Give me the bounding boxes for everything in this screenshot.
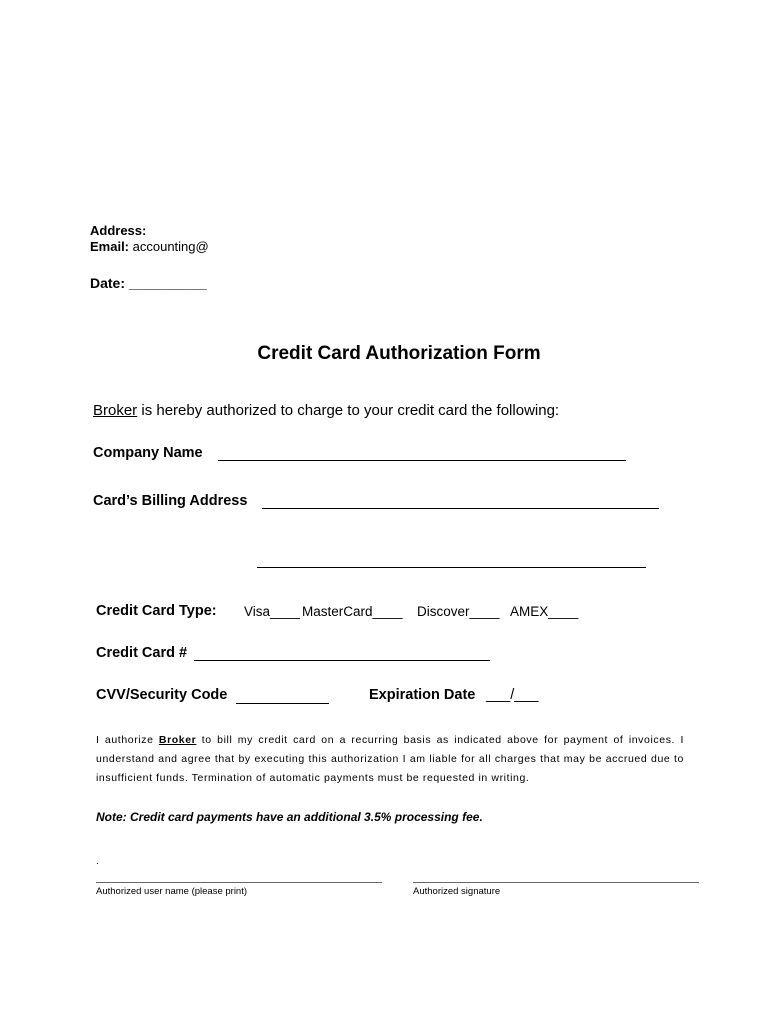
email-line [90,239,209,254]
card-type-label: Credit Card Type: [96,603,217,619]
form-title: Credit Card Authorization Form [257,343,541,364]
signature-line[interactable] [413,882,699,883]
expiration-field[interactable]: ___/___ [486,687,539,703]
user-name-line[interactable] [96,882,382,883]
authorization-paragraph [96,731,684,788]
date-line [90,275,207,291]
email-value[interactable]: accounting@ [132,239,209,254]
signature-caption: Authorized signature [413,886,501,897]
billing-address-field-2[interactable] [257,567,646,568]
card-type-visa[interactable]: Visa____ [244,604,301,619]
intro-broker-name: Broker [93,402,138,419]
company-name-label: Company Name [93,445,203,461]
card-type-amex[interactable]: AMEX____ [510,604,579,619]
authorization-prefix: I authorize [96,734,159,746]
date-label: Date: [90,275,126,291]
cvv-field[interactable] [236,703,329,704]
cvv-label: CVV/Security Code [96,687,228,703]
company-name-field[interactable] [218,460,626,461]
processing-fee-note: Note: Credit card payments have an additional 3.5% processing fee. [96,810,483,824]
signature-dot: . [96,856,99,867]
card-type-mastercard[interactable]: MasterCard____ [302,604,403,619]
card-type-discover[interactable]: Discover____ [417,604,500,619]
intro-text [93,402,559,419]
authorization-rest: to bill my credit card on a recurring basis as indicated above for payment of invoices. I understand and agree that by executing this authorization I am liable for all charges that may be accrued due to insufficient funds. Termination of automatic payments must be requested in writing. [96,734,684,784]
expiration-label: Expiration Date [369,687,476,703]
authorization-broker-name: Broker [158,734,197,746]
billing-address-field-1[interactable] [262,508,659,509]
card-number-label: Credit Card # [96,645,188,661]
user-name-caption: Authorized user name (please print) [96,886,248,897]
date-field[interactable]: __________ [128,275,207,291]
intro-rest: is hereby authorized to charge to your credit card the following: [137,402,560,419]
address-label: Address: [90,223,147,238]
card-number-field[interactable] [194,660,490,661]
billing-address-label: Card’s Billing Address [93,493,248,509]
email-label: Email: [90,239,130,254]
